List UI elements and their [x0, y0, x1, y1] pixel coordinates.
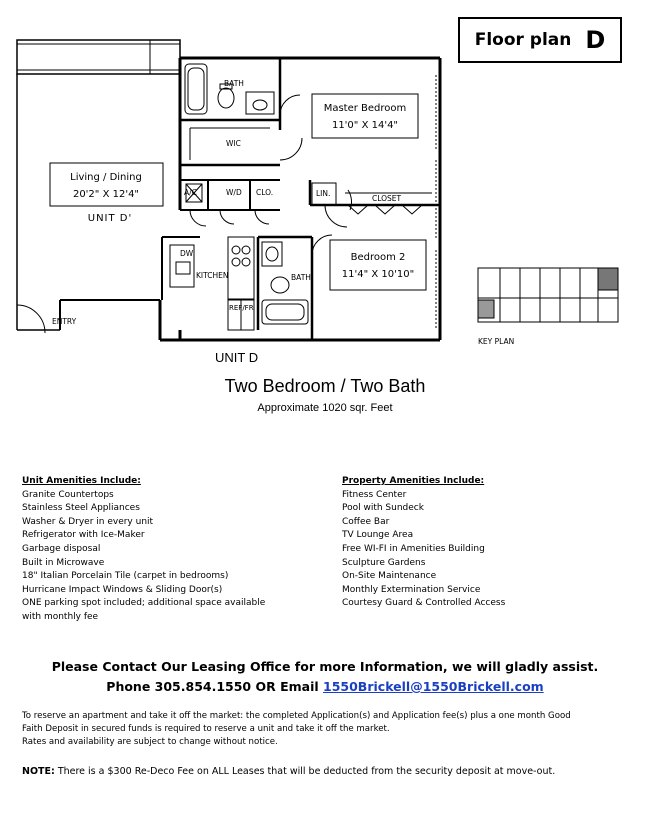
email-link[interactable]: 1550Brickell@1550Brickell.com — [323, 679, 544, 694]
contact-line: Please Contact Our Leasing Office for more Information, we will gladly assist. — [51, 659, 599, 674]
key-plan-label: KEY PLAN — [478, 337, 515, 346]
page-title: Two Bedroom / Two Bath — [224, 376, 426, 396]
page-subtitle: Approximate 1020 sqr. Feet — [257, 402, 393, 414]
contact-section — [0, 657, 650, 697]
floor-plan-letter: D — [585, 26, 606, 54]
list-item: Monthly Extermination Service — [342, 584, 481, 595]
list-item: Hurricane Impact Windows & Sliding Door(s) — [22, 584, 223, 595]
reservation-terms — [22, 710, 632, 749]
contact-phone-line — [0, 677, 650, 697]
list-item: TV Lounge Area — [342, 530, 414, 541]
plan-label-ac: A/C — [184, 188, 197, 197]
plan-label-kitchen: KITCHEN — [196, 271, 229, 280]
plan-label-closet: CLOSET — [372, 194, 402, 203]
list-item: 18" Italian Porcelain Tile (carpet in bedrooms) — [22, 571, 229, 582]
master-bedroom-label: Master Bedroom — [323, 103, 407, 114]
living-dining-label: Living / Dining — [70, 172, 142, 183]
unit-d-prime-label: UNIT D' — [87, 213, 133, 224]
plan-label-wic: WIC — [226, 139, 241, 148]
list-item: with monthly fee — [22, 611, 99, 622]
list-item: Washer & Dryer in every unit — [22, 516, 154, 527]
note-label: NOTE: — [22, 766, 55, 777]
terms-line: Faith Deposit in secured funds is required to reserve a unit and take it off the market. — [22, 724, 390, 734]
list-item: Built in Microwave — [22, 557, 105, 568]
note-text: There is a $300 Re-Deco Fee on ALL Leases that will be deducted from the security deposit at move-out. — [54, 766, 556, 777]
list-item: ONE parking spot included; additional space available — [22, 598, 266, 609]
floor-plan-label: Floor plan — [474, 30, 572, 50]
list-item: Refrigerator with Ice-Maker — [22, 530, 145, 541]
unit-label: UNIT D — [215, 350, 259, 365]
plan-label-ref: REF/FR — [229, 304, 254, 312]
plan-label-bath-lower: BATH — [291, 273, 311, 282]
plan-label-bath-top: BATH — [224, 79, 244, 88]
plan-label-entry: ENTRY — [52, 317, 77, 326]
bedroom2-label: Bedroom 2 — [350, 252, 406, 263]
plan-label-dw: DW — [180, 249, 194, 258]
terms-line: To reserve an apartment and take it off the market: the completed Application(s) and Application fee(s) plus a one month Good — [22, 711, 571, 721]
unit-amenities-heading: Unit Amenities Include: — [22, 476, 141, 486]
list-item: Pool with Sundeck — [342, 503, 424, 514]
list-item: Fitness Center — [342, 489, 407, 500]
unit-amenities-list — [22, 475, 265, 625]
bedroom2-dims: 11'4" X 10'10" — [341, 269, 415, 280]
list-item: Granite Countertops — [22, 489, 114, 500]
plan-label-wd: W/D — [226, 188, 242, 197]
plan-label-clo: CLO. — [256, 188, 274, 197]
list-item: Garbage disposal — [22, 543, 101, 554]
list-item: Courtesy Guard & Controlled Access — [342, 598, 506, 609]
master-bedroom-dims: 11'0" X 14'4" — [331, 120, 399, 131]
fee-note — [22, 766, 632, 777]
property-amenities-heading: Property Amenities Include: — [342, 476, 485, 486]
property-amenities-list — [342, 475, 505, 611]
list-item: Free WI-FI in Amenities Building — [342, 543, 485, 554]
living-dining-dims: 20'2" X 12'4" — [72, 189, 140, 200]
phone-text: Phone 305.854.1550 OR Email — [106, 679, 324, 694]
list-item: Sculpture Gardens — [342, 557, 426, 568]
plan-label-lin: LIN. — [316, 189, 331, 198]
terms-line: Rates and availability are subject to change without notice. — [22, 737, 278, 747]
key-plan-diagram — [478, 268, 618, 322]
list-item: On-Site Maintenance — [342, 571, 437, 582]
floor-plan-drawing — [0, 0, 650, 360]
list-item: Coffee Bar — [342, 516, 390, 527]
list-item: Stainless Steel Appliances — [22, 503, 140, 514]
